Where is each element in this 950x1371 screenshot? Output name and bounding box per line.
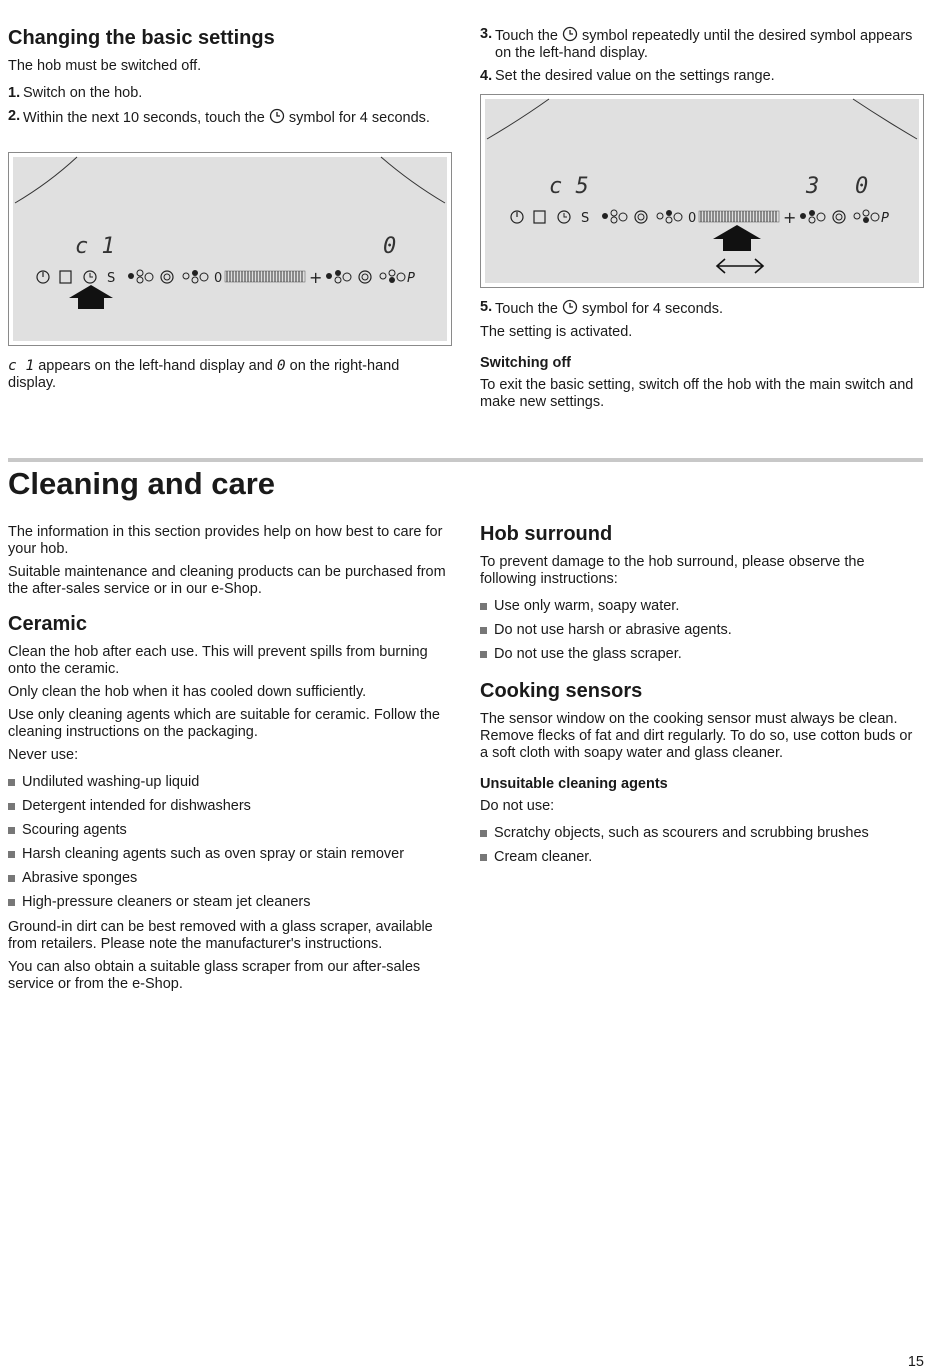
- ceramic-never-list: [8, 774, 450, 911]
- clock-icon: [269, 108, 285, 124]
- cleaning-left-column: [8, 524, 450, 999]
- step-1: 1. Switch on the hob.: [8, 85, 143, 101]
- appears-text: c 1 appears on the left-hand display and 0 on the right-hand display.: [8, 358, 400, 391]
- unsuitable-do-not: Do not use:: [480, 798, 555, 814]
- list-item: Do not use the glass scraper.: [480, 646, 922, 663]
- list-item: High-pressure cleaners or steam jet cleaners: [8, 894, 450, 911]
- cleaning-intro-2: Suitable maintenance and cleaning products can be purchased from the after-sales service or in our e-Shop.: [8, 564, 446, 597]
- control-symbols: [511, 208, 889, 227]
- settings-right-lower: [480, 299, 922, 417]
- settings-left-column: [8, 26, 450, 133]
- control-symbols: [37, 268, 415, 287]
- settings-right-column: [480, 26, 922, 91]
- step-4: 4. Set the desired value on the settings range.: [480, 68, 775, 84]
- list-item: Scratchy objects, such as scourers and scrubbing brushes: [480, 825, 922, 842]
- section-divider: [8, 458, 923, 462]
- svg-text:P: P: [407, 271, 415, 286]
- arrow-up-icon: [713, 225, 761, 251]
- cleaning-intro-1: The information in this section provides help on how best to care for your hob.: [8, 524, 443, 557]
- arrow-up-icon: [69, 285, 113, 309]
- right-display: 0: [383, 234, 397, 259]
- svg-text:0: 0: [688, 211, 697, 226]
- list-item: Undiluted washing-up liquid: [8, 774, 450, 791]
- double-arrow-icon: [717, 259, 763, 273]
- list-item: Cream cleaner.: [480, 849, 922, 866]
- ceramic-p1: Clean the hob after each use. This will prevent spills from burning onto the ceramic.: [8, 644, 428, 677]
- cleaning-right-column: [480, 522, 922, 874]
- list-item: Detergent intended for dishwashers: [8, 798, 450, 815]
- left-display: c 1: [75, 234, 115, 259]
- cleaning-header: [8, 466, 923, 502]
- left-display-code: c 1: [8, 358, 35, 374]
- clock-icon: [562, 299, 578, 315]
- left-display: c 5: [549, 174, 589, 199]
- svg-text:P: P: [881, 211, 889, 226]
- surround-title: Hob surround: [480, 523, 613, 545]
- svg-text:S: S: [107, 271, 116, 286]
- ceramic-p3: Use only cleaning agents which are suitable for ceramic. Follow the cleaning instructions on the packaging.: [8, 707, 440, 740]
- svg-text:S: S: [581, 211, 590, 226]
- list-item: Do not use harsh or abrasive agents.: [480, 622, 922, 639]
- surround-list: [480, 598, 922, 663]
- page-number: 15: [907, 1354, 924, 1370]
- step-2: 2. Within the next 10 seconds, touch the symbol for 4 seconds.: [8, 108, 430, 126]
- cleaning-title: Cleaning and care: [8, 466, 276, 501]
- hob-panel-diagram-1: [8, 152, 452, 346]
- svg-text:+: +: [783, 208, 797, 227]
- step-3: 3. Touch the symbol repeatedly until the desired symbol appears on the left-hand display.: [480, 26, 913, 61]
- ceramic-p2: Only clean the hob when it has cooled down sufficiently.: [8, 684, 367, 700]
- right-display-code: 0: [276, 358, 286, 374]
- list-item: Abrasive sponges: [8, 870, 450, 887]
- ceramic-p4: Ground-in dirt can be best removed with a glass scraper, available from retailers. Please note the manufacturer's instructions.: [8, 919, 433, 952]
- unsuitable-title: Unsuitable cleaning agents: [480, 776, 668, 792]
- sensors-title: Cooking sensors: [480, 680, 643, 702]
- ceramic-title: Ceramic: [8, 613, 87, 635]
- switching-off-text: To exit the basic setting, switch off the hob with the main switch and make new settings.: [480, 377, 914, 410]
- step-5: 5. Touch the symbol for 4 seconds.: [480, 299, 723, 317]
- switching-off-title: Switching off: [480, 355, 572, 371]
- surround-intro: To prevent damage to the hob surround, please observe the following instructions:: [480, 554, 865, 587]
- right-display-b: 0: [855, 174, 869, 199]
- list-item: Use only warm, soapy water.: [480, 598, 922, 615]
- hob-panel-diagram-2: [480, 94, 924, 288]
- svg-text:+: +: [309, 268, 323, 287]
- settings-intro: The hob must be switched off.: [8, 58, 202, 74]
- list-item: Scouring agents: [8, 822, 450, 839]
- svg-text:0: 0: [214, 271, 223, 286]
- ceramic-never-use: Never use:: [8, 747, 79, 763]
- setting-activated: The setting is activated.: [480, 324, 633, 340]
- right-display-a: 3: [806, 174, 820, 199]
- hob-control-panel-illustration: [481, 95, 923, 287]
- settings-title: Changing the basic settings: [8, 27, 275, 49]
- clock-icon: [562, 26, 578, 42]
- unsuitable-list: [480, 825, 922, 866]
- hob-control-panel-illustration: [9, 153, 451, 345]
- ceramic-p5: You can also obtain a suitable glass scraper from our after-sales service or from the e-Shop.: [8, 959, 421, 992]
- list-item: Harsh cleaning agents such as oven spray or stain remover: [8, 846, 450, 863]
- sensors-text: The sensor window on the cooking sensor must always be clean. Remove flecks of fat and dirt regularly. To do so, use cotton buds or a soft cloth with soapy water and glass cleaner.: [480, 711, 913, 761]
